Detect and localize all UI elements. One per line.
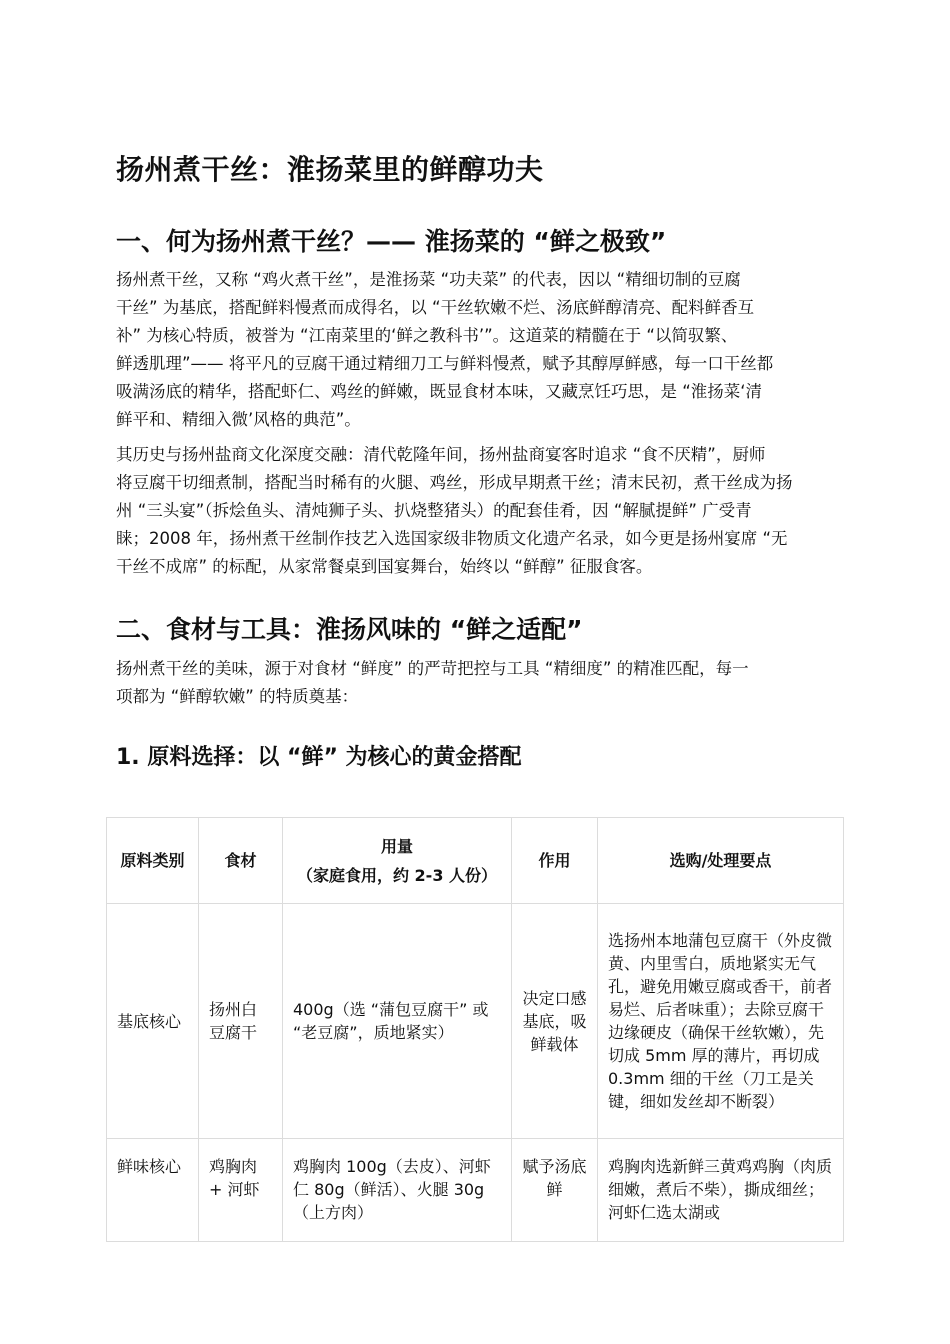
paragraph-line: 扬州煮干丝的美味，源于对食材 “鲜度” 的严苛把控与工具 “精细度” 的精准匹配，每一: [116, 659, 749, 678]
header-role: 作用: [512, 818, 598, 904]
section1-heading: 一、何为扬州煮干丝？—— 淮扬菜的 “鲜之极致”: [116, 227, 667, 256]
header-tips: 选购/处理要点: [598, 818, 844, 904]
header-ingredient: 食材: [199, 818, 283, 904]
paragraph-line: 扬州煮干丝，又称 “鸡火煮干丝”，是淮扬菜 “功夫菜” 的代表，因以 “精细切制的豆腐: [116, 270, 741, 289]
section1-paragraph1: [116, 266, 836, 434]
table-header-row: [107, 818, 844, 904]
header-amount: [283, 818, 512, 904]
cell-category: 鲜味核心: [107, 1139, 199, 1242]
paragraph-line: 项都为 “鲜醇软嫩” 的特质奠基：: [116, 687, 359, 706]
cell-ingredient: 扬州白豆腐干: [199, 904, 283, 1139]
cell-category: 基底核心: [107, 904, 199, 1139]
paragraph-line: 将豆腐干切细煮制，搭配当时稀有的火腿、鸡丝，形成早期煮干丝；清末民初，煮干丝成为扬: [116, 473, 793, 492]
section2-heading: 二、食材与工具：淮扬风味的 “鲜之适配”: [116, 615, 583, 644]
paragraph-line: 鲜平和、精细入微’风格的典范”。: [116, 410, 361, 429]
header-amount-line2: （家庭食用，约 2-3 人份）: [296, 865, 498, 885]
cell-tips: 选扬州本地蒲包豆腐干（外皮微黄、内里雪白，质地紧实无气孔，避免用嫩豆腐或香干，前者易烂、后者味重）；去除豆腐干边缘硬皮（确保干丝软嫩），先切成 5mm 厚的薄片，再切成 0.3mm 细的干丝（刀工是关键，细如发丝却不断裂）: [598, 904, 844, 1139]
cell-role: 决定口感基底，吸鲜载体: [512, 904, 598, 1139]
paragraph-line: 州 “三头宴”（拆烩鱼头、清炖狮子头、扒烧整猪头）的配套佳肴，因 “解腻提鲜” 广受青: [116, 501, 752, 520]
paragraph-line: 其历史与扬州盐商文化深度交融：清代乾隆年间，扬州盐商宴客时追求 “食不厌精”，厨师: [116, 445, 766, 464]
section2-paragraph: [116, 655, 836, 711]
table-row: [107, 904, 844, 1139]
paragraph-line: 吸满汤底的精华，搭配虾仁、鸡丝的鲜嫩，既显食材本味，又藏烹饪巧思，是 “淮扬菜‘清: [116, 382, 763, 401]
paragraph-line: 干丝” 为基底，搭配鲜料慢煮而成得名，以 “干丝软嫩不烂、汤底鲜醇清亮、配料鲜香互: [116, 298, 755, 317]
cell-role: 赋予汤底鲜: [512, 1139, 598, 1242]
header-amount-line1: 用量: [380, 836, 413, 856]
paragraph-line: 补” 为核心特质，被誉为 “江南菜里的‘鲜之教科书’”。这道菜的精髓在于 “以简驭繁、: [116, 326, 738, 345]
subsection-heading: 1. 原料选择：以 “鲜” 为核心的黄金搭配: [116, 745, 522, 770]
cell-amount: 400g（选 “蒲包豆腐干” 或 “老豆腐”，质地紧实）: [283, 904, 512, 1139]
table-row: [107, 1139, 844, 1242]
cell-tips: 鸡胸肉选新鲜三黄鸡鸡胸（肉质细嫩，煮后不柴），撕成细丝；河虾仁选太湖或: [598, 1139, 844, 1242]
paragraph-line: 睐；2008 年，扬州煮干丝制作技艺入选国家级非物质文化遗产名录，如今更是扬州宴席 “无: [116, 529, 788, 548]
page-title: 扬州煮干丝：淮扬菜里的鲜醇功夫: [116, 153, 544, 186]
cell-amount: 鸡胸肉 100g（去皮）、河虾仁 80g（鲜活）、火腿 30g（上方肉）: [283, 1139, 512, 1242]
cell-ingredient: 鸡胸肉 + 河虾: [199, 1139, 283, 1242]
ingredients-table: [106, 817, 844, 1242]
paragraph-line: 干丝不成席” 的标配，从家常餐桌到国宴舞台，始终以 “鲜醇” 征服食客。: [116, 557, 653, 576]
section1-paragraph2: [116, 441, 836, 581]
header-category: 原料类别: [107, 818, 199, 904]
paragraph-line: 鲜透肌理”—— 将平凡的豆腐干通过精细刀工与鲜料慢煮，赋予其醇厚鲜感，每一口干丝都: [116, 354, 774, 373]
